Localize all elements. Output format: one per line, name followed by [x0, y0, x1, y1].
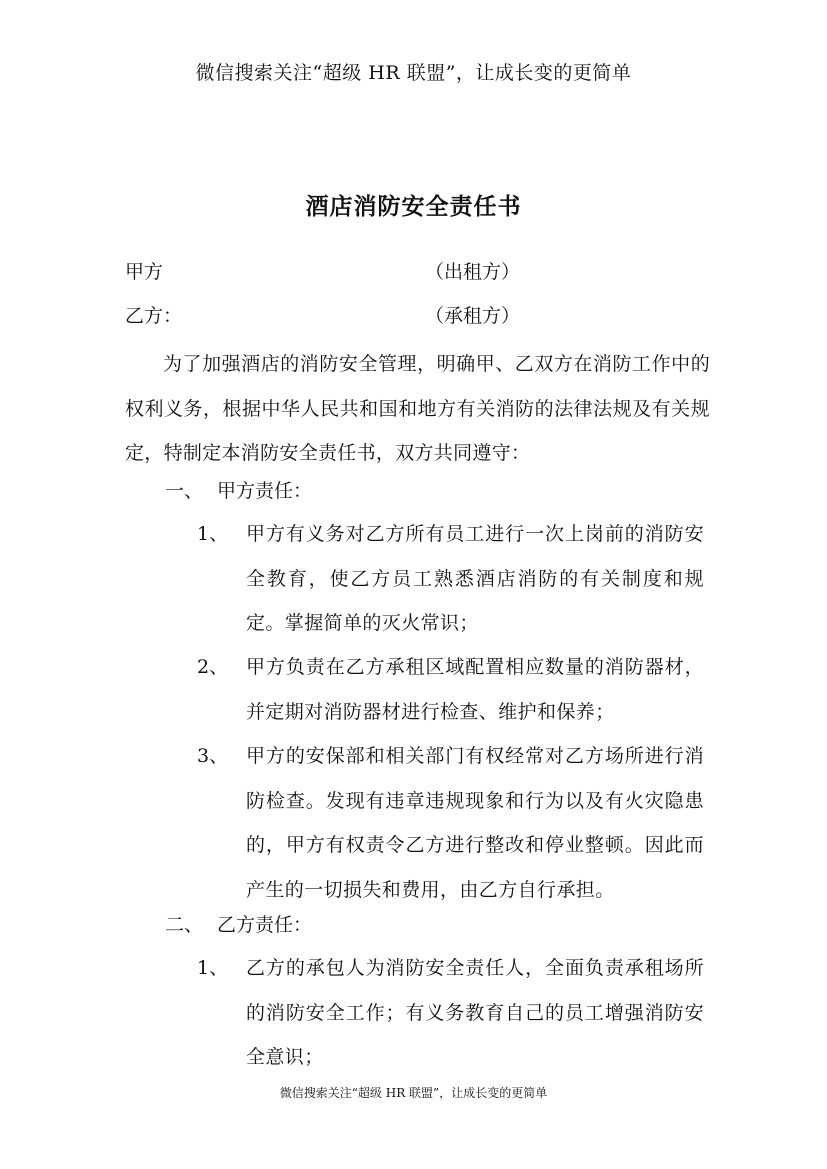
party-b-label: 乙方：	[125, 305, 183, 327]
item-text: 甲方有义务对乙方所有员工进行一次上岗前的消防安全教育，使乙方员工熟悉酒店消防的有关制度和规定。掌握简单的灭火常识；	[246, 523, 704, 634]
item-number: 1、	[197, 523, 229, 545]
section-heading	[165, 476, 312, 506]
header-note: 微信搜索关注“超级 HR 联盟”，让成长变的更简单	[195, 62, 632, 84]
item-number: 2、	[197, 656, 229, 678]
party-a-label: 甲方	[125, 261, 164, 283]
footer-note: 微信搜索关注“超级 HR 联盟”，让成长变的更简单	[279, 1086, 548, 1100]
section-number: 二、	[165, 914, 204, 936]
document-title: 酒店消防安全责任书	[305, 193, 522, 220]
item-text: 甲方负责在乙方承租区域配置相应数量的消防器材，并定期对消防器材进行检查、维护和保养；	[246, 656, 704, 723]
section-heading	[165, 910, 312, 940]
party-a-role: （出租方）	[425, 261, 521, 283]
party-a-row	[125, 257, 725, 287]
section-title: 乙方责任：	[217, 914, 313, 936]
section-number: 一、	[165, 480, 204, 502]
party-b-row	[125, 301, 725, 331]
item-text: 甲方的安保部和相关部门有权经常对乙方场所进行消防检查。发现有违章违规现象和行为以及有火灾隐患的，甲方有权责令乙方进行整改和停业整顿。因此而产生的一切损失和费用，由乙方自行承担。	[246, 745, 704, 901]
intro-paragraph: 为了加强酒店的消防安全管理，明确甲、乙双方在消防工作中的权利义务，根据中华人民共和国和地方有关消防的法律法规及有关规定，特制定本消防安全责任书，双方共同遵守：	[125, 353, 710, 464]
item-text: 乙方的承包人为消防安全责任人，全面负责承租场所的消防安全工作；有义务教育自己的员工增强消防安全意识；	[246, 957, 704, 1068]
item-number: 3、	[197, 745, 229, 767]
item-number: 1、	[197, 957, 229, 979]
section-title: 甲方责任：	[217, 480, 313, 502]
party-b-role: （承租方）	[425, 305, 521, 327]
